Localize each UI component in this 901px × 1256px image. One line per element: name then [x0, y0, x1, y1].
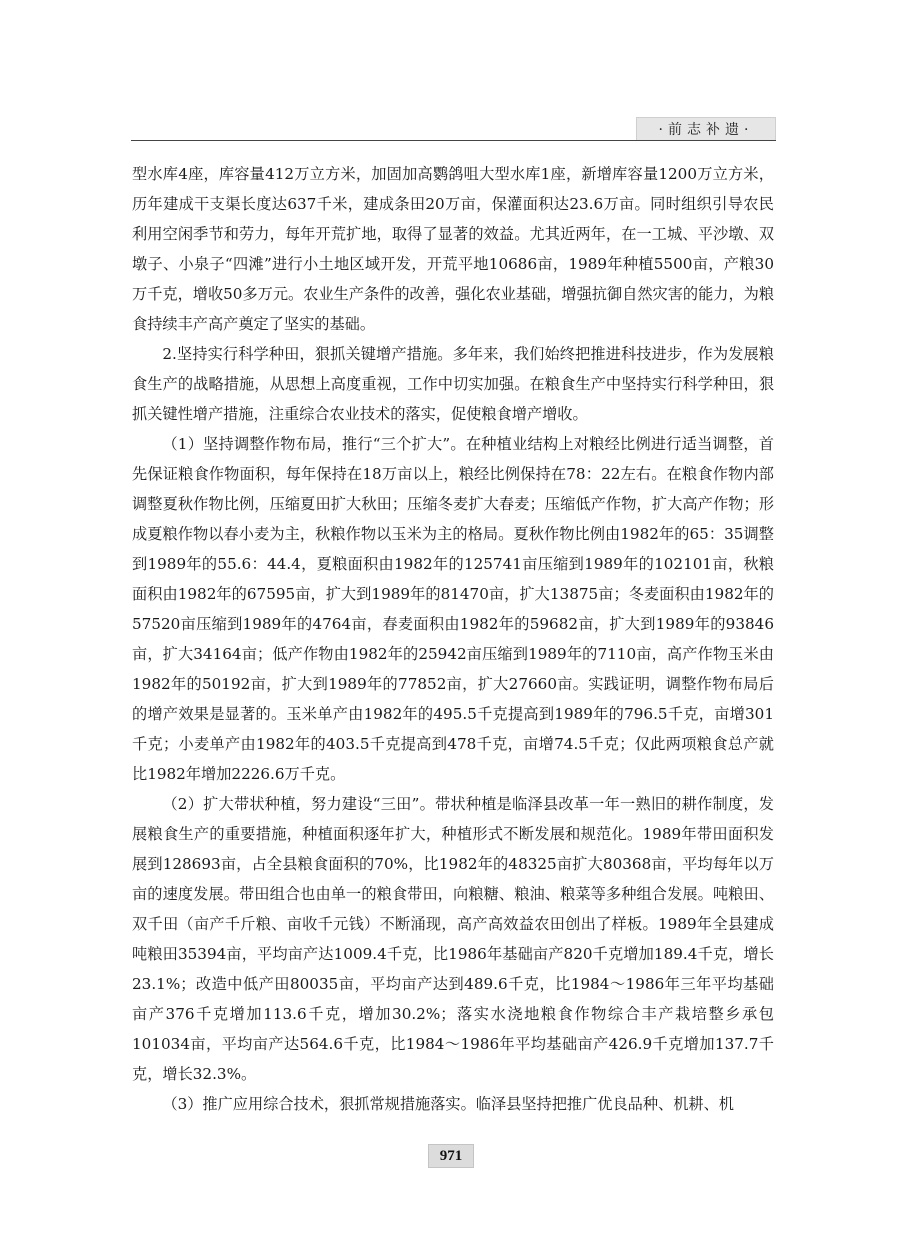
page-number: 971 — [428, 1144, 474, 1168]
paragraph-3: （1）坚持调整作物布局，推行“三个扩大”。在种植业结构上对粮经比例进行适当调整，首先保证粮食作物面积，每年保持在18万亩以上，粮经比例保持在78：22左右。在粮食作物内部调整夏秋作物比例，压缩夏田扩大秋田；压缩冬麦扩大春麦；压缩低产作物，扩大高产作物；形成夏粮作物以春小麦为主，秋粮作物以玉米为主的格局。夏秋作物比例由1982年的65：35调整到1989年的55.6：44.4，夏粮面积由1982年的125741亩压缩到1989年的102101亩，秋粮面积由1982年的67595亩，扩大到1989年的81470亩，扩大13875亩；冬麦面积由1982年的57520亩压缩到1989年的4764亩，春麦面积由1982年的59682亩，扩大到1989年的93846亩，扩大34164亩；低产作物由1982年的25942亩压缩到1989年的7110亩，高产作物玉米由1982年的50192亩，扩大到1989年的77852亩，扩大27660亩。实践证明，调整作物布局后的增产效果是显著的。玉米单产由1982年的495.5千克提高到1989年的796.5千克，亩增301千克；小麦单产由1982年的403.5千克提高到478千克，亩增74.5千克；仅此两项粮食总产就比1982年增加2226.6万千克。 — [132, 435, 774, 783]
header-divider — [131, 140, 776, 141]
section-title: ·前志补遗· — [636, 117, 776, 141]
paragraph-4: （2）扩大带状种植，努力建设“三田”。带状种植是临泽县改革一年一熟旧的耕作制度，发展粮食生产的重要措施，种植面积逐年扩大，种植形式不断发展和规范化。1989年带田面积发展到128693亩，占全县粮食面积的70%，比1982年的48325亩扩大80368亩，平均每年以万亩的速度发展。带田组合也由单一的粮食带田，向粮糖、粮油、粮菜等多种组合发展。吨粮田、双千田（亩产千斤粮、亩收千元钱）不断涌现，高产高效益农田创出了样板。1989年全县建成吨粮田35394亩，平均亩产达1009.4千克，比1986年基础亩产820千克增加189.4千克，增长23.1%；改造中低产田80035亩，平均亩产达到489.6千克，比1984～1986年三年平均基础亩产376千克增加113.6千克，增加30.2%；落实水浇地粮食作物综合丰产栽培整乡承包101034亩，平均亩产达564.6千克，比1984～1986年平均基础亩产426.9千克增加137.7千克，增长32.3%。 — [132, 795, 774, 1083]
paragraph-1: 型水库4座，库容量412万立方米，加固加高鹦鸽咀大型水库1座，新增库容量1200万立方米，历年建成干支渠长度达637千米，建成条田20万亩，保灌面积达23.6万亩。同时组织引导农民利用空闲季节和劳力，每年开荒扩地，取得了显著的效益。尤其近两年，在一工城、平沙墩、双墩子、小泉子“四滩”进行小土地区域开发，开荒平地10686亩，1989年种植5500亩，产粮30万千克，增收50多万元。农业生产条件的改善，强化农业基础，增强抗御自然灾害的能力，为粮食持续丰产高产奠定了坚实的基础。 — [132, 165, 775, 333]
body-text — [132, 159, 774, 1119]
paragraph-5: （3）推广应用综合技术，狠抓常规措施落实。临泽县坚持把推广优良品种、机耕、机 — [162, 1095, 734, 1113]
paragraph-2: 2.坚持实行科学种田，狠抓关键增产措施。多年来，我们始终把推进科技进步，作为发展粮食生产的战略措施，从思想上高度重视，工作中切实加强。在粮食生产中坚持实行科学种田，狠抓关键性增产措施，注重综合农业技术的落实，促使粮食增产增收。 — [132, 345, 774, 423]
